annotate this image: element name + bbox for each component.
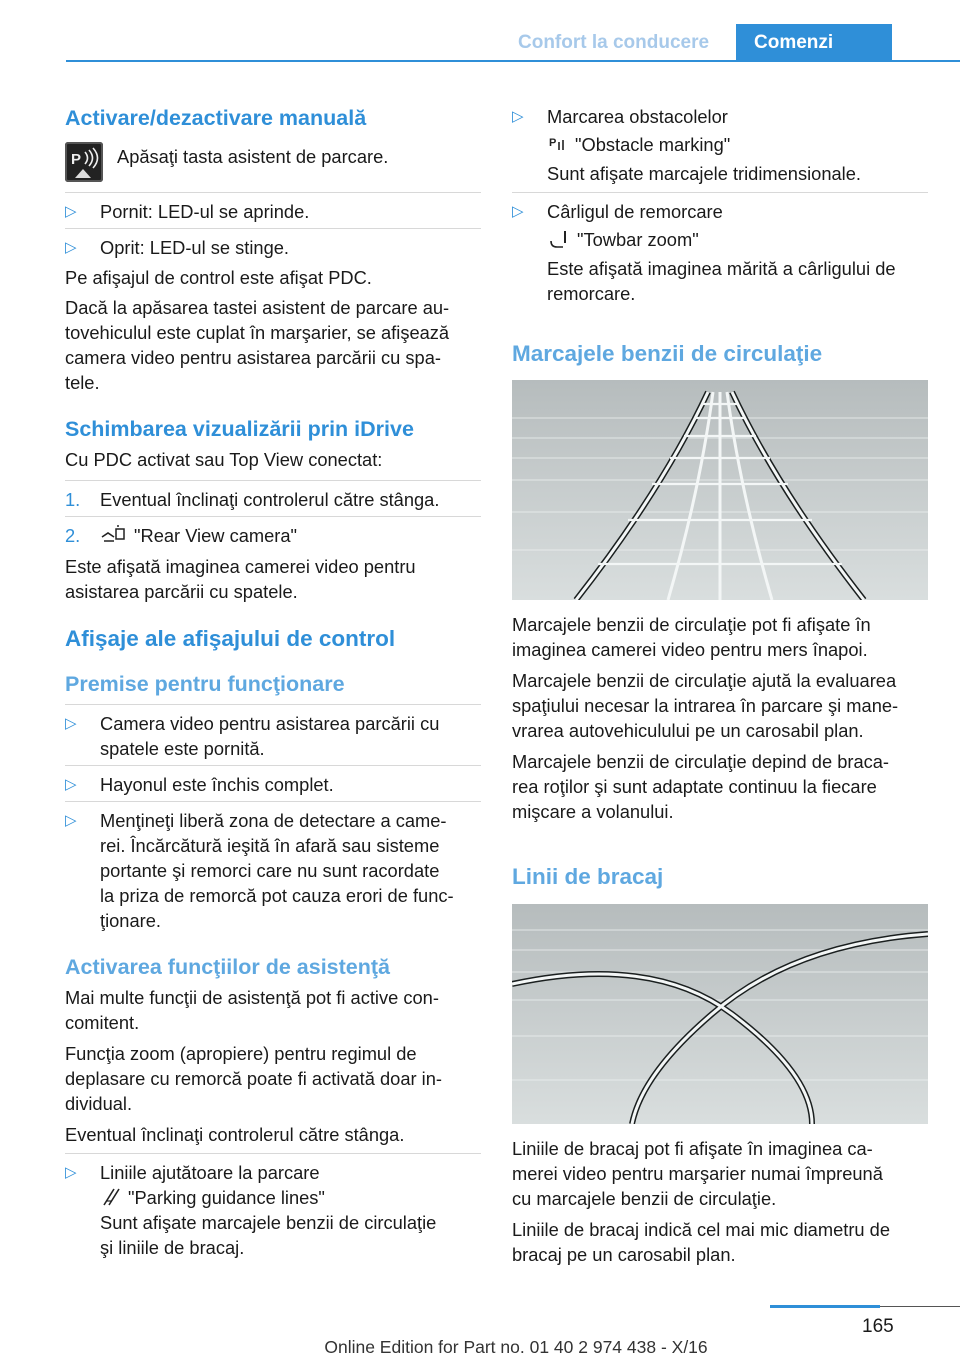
paragraph: Cu PDC activat sau Top View conectat: <box>65 449 383 470</box>
triangle-bullet-icon: ▷ <box>512 203 524 220</box>
lane-markings-image <box>512 380 928 600</box>
divider <box>65 480 481 481</box>
divider <box>65 516 481 517</box>
heading-displays: Afişaje ale afişajului de control <box>65 626 396 651</box>
divider <box>65 1153 481 1154</box>
divider <box>65 228 481 229</box>
turning-text <box>512 1136 928 1267</box>
triangle-bullet-icon: ▷ <box>65 715 77 732</box>
right-column <box>512 104 928 306</box>
paragraph: Marcajele benzii de circulaţie pot fi afişate în imaginea camerei video pentru mers înapoi. <box>512 614 871 660</box>
manual-instruction: Apăsaţi tasta asistent de parcare. <box>117 146 389 167</box>
list-item: ▷ Marcarea obstacolelor P "Obstacle marking" Sunt afişate marcajele tridimensionale. <box>512 106 861 184</box>
list-item: ▷ Pornit: LED-ul se aprinde. <box>65 201 310 222</box>
parking-button-row <box>65 142 481 188</box>
section-title: Confort la conducere <box>518 32 710 53</box>
triangle-bullet-icon: ▷ <box>65 812 77 829</box>
list-item: ▷ Oprit: LED-ul se stinge. <box>65 237 289 258</box>
triangle-bullet-icon: ▷ <box>512 108 524 125</box>
chapter-tab: Comenzi <box>736 24 892 62</box>
triangle-bullet-icon: ▷ <box>65 203 77 220</box>
list-item: ▷ Cârligul de remorcare "Towbar zoom" Este afişată imaginea mărită a cârligului de remorcare. <box>512 201 896 304</box>
divider <box>65 765 481 766</box>
towbar-icon <box>547 227 571 247</box>
rear-view-camera-icon <box>100 525 128 545</box>
step-item: 1. Eventual înclinaţi controlerul către stânga. <box>65 489 440 510</box>
parking-assistant-button-icon <box>65 142 103 182</box>
page-number: 165 <box>862 1316 894 1337</box>
left-column <box>65 104 481 1260</box>
list-item: ▷ Menţineţi liberă zona de detectare a came- rei. Încărcătură ieşită în afară sau sisteme portante şi remorci care nu sunt racordate la priza de remorcă pot cauza erori de func- ţionare. <box>65 810 454 931</box>
list-item: ▷ Liniile ajutătoare la parcare "Parking guidance lines" Sunt afişate marcajele benzii de circulaţie şi liniile de bracaj. <box>65 1162 437 1258</box>
paragraph: Liniile de bracaj indică cel mai mic diametru de bracaj pe un carosabil plan. <box>512 1219 890 1265</box>
svg-text:P: P <box>71 151 82 168</box>
triangle-bullet-icon: ▷ <box>65 776 77 793</box>
paragraph: Liniile de bracaj pot fi afişate în imaginea ca- merei video pentru marşarier numai împreună cu marcajele benzii de circulaţie. <box>512 1138 883 1209</box>
heading-assist: Activarea funcţiilor de asistenţă <box>65 955 390 979</box>
turning-lines-image <box>512 904 928 1124</box>
paragraph: Marcajele benzii de circulaţie depind de braca- rea roţilor şi sunt adaptate continuu la fiecare mişcare a volanului. <box>512 751 890 822</box>
divider <box>65 704 481 705</box>
divider <box>512 192 928 193</box>
paragraph: Dacă la apăsarea tastei asistent de parcare au- tovehiculul este cuplat în marşarier, se afişează camera video pentru asistarea parcării cu spa- tele. <box>65 297 450 393</box>
heading-premise: Premise pentru funcţionare <box>65 672 345 696</box>
lanes-text <box>512 612 928 824</box>
heading-turning: Linii de bracaj <box>512 864 664 889</box>
divider <box>65 801 481 802</box>
obstacle-marking-icon <box>547 132 569 152</box>
triangle-bullet-icon: ▷ <box>65 1164 77 1181</box>
edition-footer: Online Edition for Part no. 01 40 2 974 438 - X/16 <box>324 1337 708 1357</box>
step-item: 2. "Rear View camera" <box>65 525 298 546</box>
svg-text:P: P <box>549 137 557 149</box>
paragraph: Este afişată imaginea camerei video pentru asistarea parcării cu spatele. <box>65 556 416 602</box>
paragraph: Pe afişajul de control este afişat PDC. <box>65 267 372 288</box>
paragraph: Marcajele benzii de circulaţie ajută la evaluarea spaţiului necesar la intrarea în parcare şi mane- vrarea autovehiculului pe un carosabil plan. <box>512 670 899 741</box>
heading-manual: Activare/dezactivare manuală <box>65 106 367 130</box>
triangle-bullet-icon: ▷ <box>65 239 77 256</box>
paragraph: Funcţia zoom (apropiere) pentru regimul de deplasare cu remorcă poate fi activată doar in- dividual. <box>65 1043 442 1114</box>
paragraph: Mai multe funcţii de asistenţă pot fi active con- comitent. <box>65 987 439 1033</box>
footer-accent <box>770 1305 880 1308</box>
list-item: ▷ Hayonul este închis complet. <box>65 774 334 795</box>
paragraph: Eventual înclinaţi controlerul către stânga. <box>65 1124 405 1145</box>
list-item: ▷ Camera video pentru asistarea parcării cu spatele este pornită. <box>65 713 440 759</box>
heading-idrive: Schimbarea vizualizării prin iDrive <box>65 417 414 441</box>
heading-lanes: Marcajele benzii de circulaţie <box>512 341 823 366</box>
parking-guidance-lines-icon <box>100 1187 122 1207</box>
divider <box>65 192 481 193</box>
